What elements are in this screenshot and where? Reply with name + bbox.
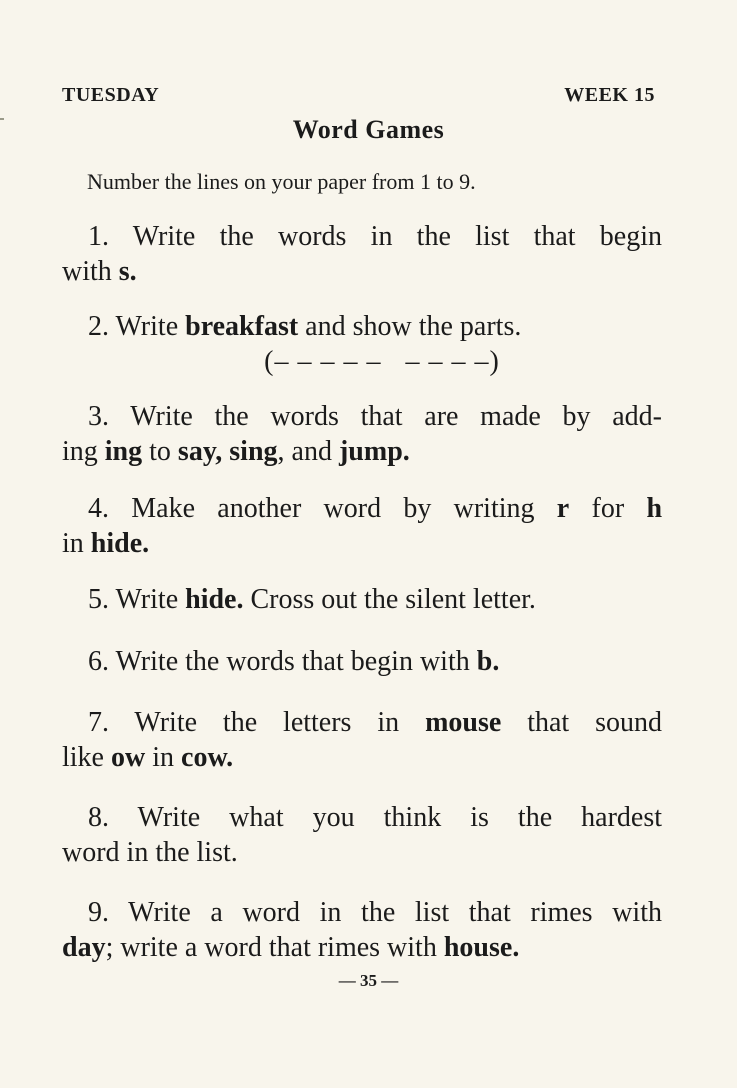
item-keyword: house. bbox=[443, 932, 520, 963]
exercise-line bbox=[62, 644, 662, 679]
item-number: 1. bbox=[88, 221, 109, 252]
word-parts-blank: (– – – – – – – – –) bbox=[264, 346, 500, 377]
exercise-item-8 bbox=[62, 800, 662, 870]
item-text: in bbox=[145, 742, 182, 773]
exercise-line bbox=[62, 399, 662, 434]
item-keyword: h bbox=[646, 493, 663, 524]
exercise-line bbox=[62, 800, 662, 835]
item-keyword: b. bbox=[476, 646, 500, 677]
item-number: 6. bbox=[88, 646, 109, 677]
item-text: Write what you think is the hardest bbox=[137, 802, 663, 833]
page-number: — 35 — bbox=[338, 971, 399, 990]
item-text: Write the words that are made by add- bbox=[130, 401, 662, 432]
day-label: TUESDAY bbox=[62, 84, 160, 106]
item-text: to bbox=[142, 436, 178, 467]
item-text: , and bbox=[277, 436, 339, 467]
exercise-line bbox=[62, 705, 662, 740]
item-keyword: r bbox=[556, 493, 570, 524]
item-number: 4. bbox=[88, 493, 109, 524]
item-keyword: breakfast bbox=[185, 311, 299, 342]
item-text: for bbox=[569, 493, 647, 524]
item-keyword: ing bbox=[104, 436, 143, 467]
exercise-item-2 bbox=[62, 309, 662, 379]
exercise-item-4 bbox=[62, 491, 662, 561]
item-number: 8. bbox=[88, 802, 109, 833]
item-keyword: day bbox=[62, 932, 106, 963]
exercise-line bbox=[62, 930, 662, 965]
item-number: 9. bbox=[88, 897, 109, 928]
exercise-line bbox=[62, 582, 662, 617]
exercise-item-6 bbox=[62, 644, 662, 679]
exercise-line bbox=[62, 835, 662, 870]
exercise-item-5 bbox=[62, 582, 662, 617]
item-text: ; write a word that rimes with bbox=[105, 932, 444, 963]
exercise-item-1 bbox=[62, 219, 662, 289]
intro-instruction: Number the lines on your paper from 1 to 9. bbox=[87, 169, 476, 194]
exercise-line bbox=[62, 309, 662, 344]
item-text: Write bbox=[115, 584, 186, 615]
item-text: Write the letters in bbox=[134, 707, 426, 738]
item-text: that sound bbox=[501, 707, 662, 738]
item-number: 2. bbox=[88, 311, 109, 342]
exercise-line bbox=[62, 219, 662, 254]
item-text: with bbox=[62, 256, 119, 287]
item-text: Make another word by writing bbox=[131, 493, 557, 524]
item-text: and show the parts. bbox=[298, 311, 522, 342]
item-text: Cross out the silent letter. bbox=[243, 584, 536, 615]
item-keyword: jump. bbox=[338, 436, 410, 467]
item-number: 7. bbox=[88, 707, 109, 738]
item-keyword: hide. bbox=[90, 528, 150, 559]
item-text: in bbox=[62, 528, 91, 559]
item-text: Write bbox=[115, 311, 186, 342]
item-text: Write the words that begin with bbox=[115, 646, 477, 677]
item-keyword: mouse bbox=[425, 707, 502, 738]
item-keyword: say, sing bbox=[177, 436, 278, 467]
exercise-line bbox=[62, 895, 662, 930]
item-keyword: ow bbox=[111, 742, 146, 773]
exercise-line bbox=[62, 434, 662, 469]
exercise-item-9 bbox=[62, 895, 662, 965]
item-text: like bbox=[62, 742, 111, 773]
exercise-item-7 bbox=[62, 705, 662, 775]
exercise-line bbox=[62, 526, 662, 561]
item-number: 5. bbox=[88, 584, 109, 615]
exercise-line bbox=[62, 491, 662, 526]
page-title: Word Games bbox=[292, 115, 445, 144]
item-number: 3. bbox=[88, 401, 109, 432]
week-label: WEEK 15 bbox=[564, 84, 655, 106]
exercise-line bbox=[62, 254, 662, 289]
item-text: word in the list. bbox=[62, 837, 238, 868]
item-text: Write the words in the list that begin bbox=[132, 221, 662, 252]
exercise-item-3 bbox=[62, 399, 662, 469]
exercise-line bbox=[62, 740, 662, 775]
item-text: Write a word in the list that rimes with bbox=[128, 897, 662, 928]
item-keyword: cow. bbox=[181, 742, 234, 773]
item-keyword: s. bbox=[118, 256, 137, 287]
item-text: ing bbox=[62, 436, 105, 467]
item-keyword: hide. bbox=[185, 584, 244, 615]
